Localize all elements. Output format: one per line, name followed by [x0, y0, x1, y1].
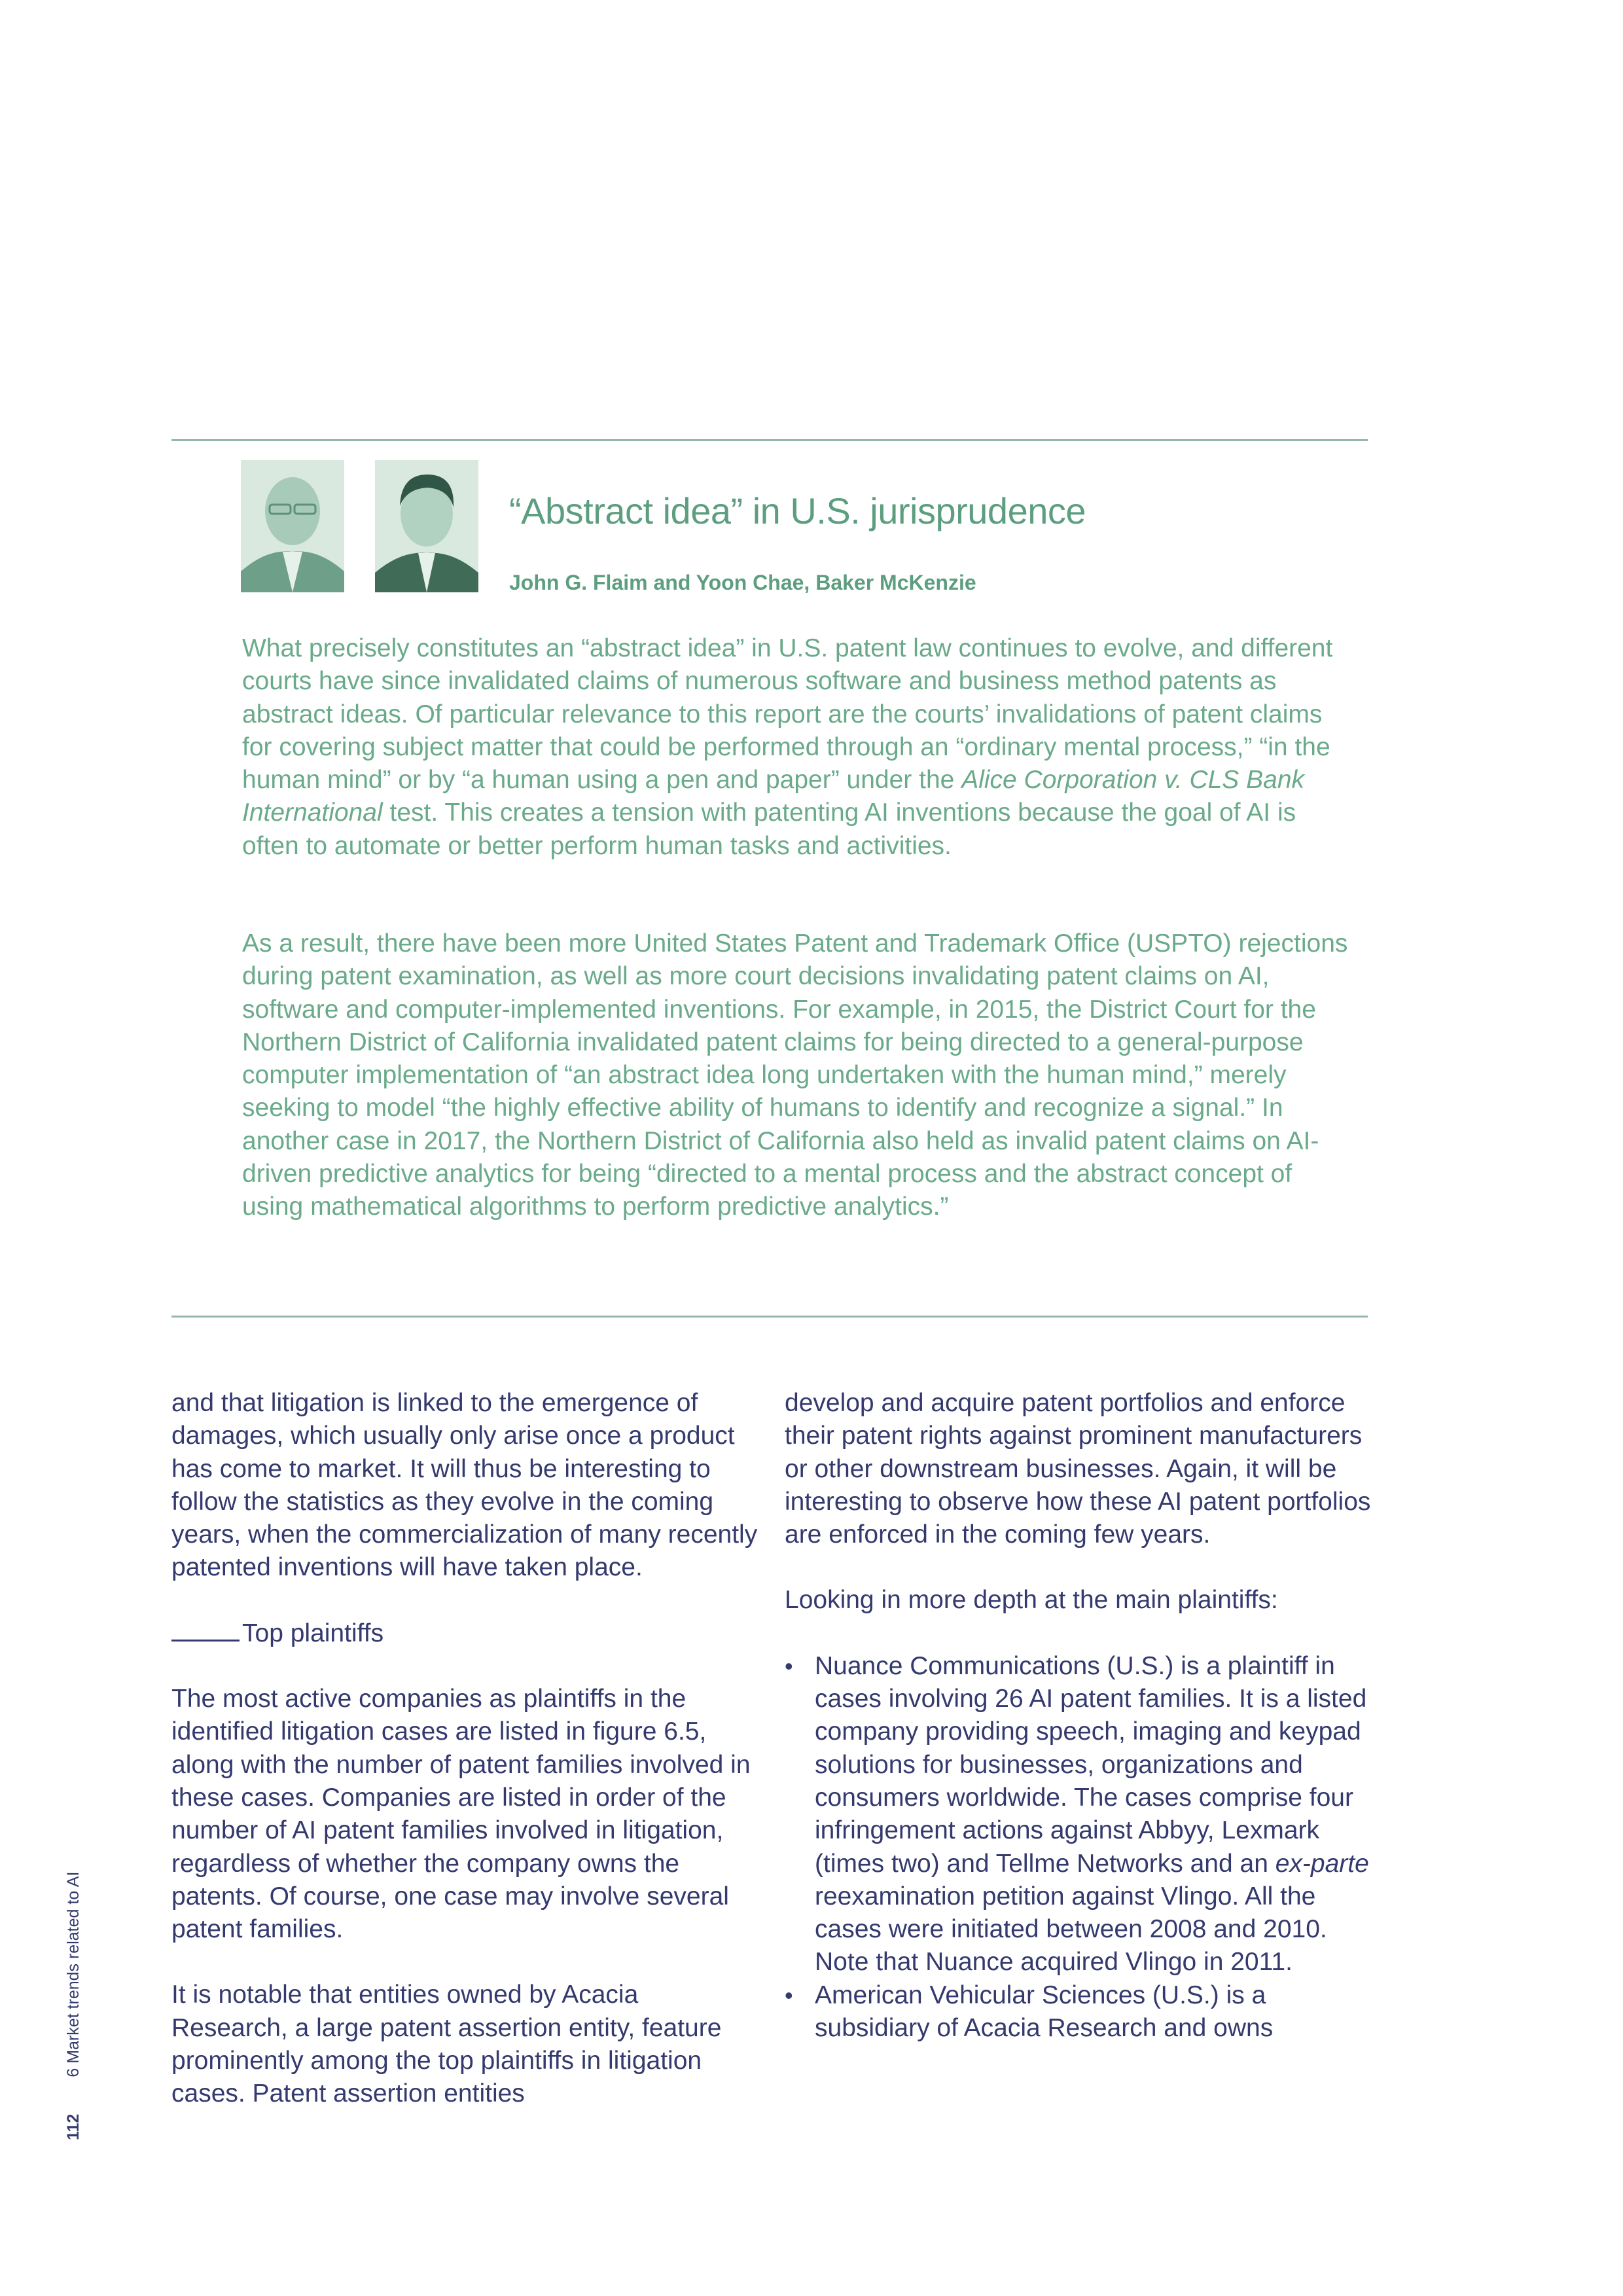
right-column: [785, 1387, 1374, 2045]
list-item: [785, 1650, 1374, 1979]
plaintiff-list: [785, 1650, 1374, 2045]
section-label: 6 Market trends related to AI: [64, 1871, 82, 2077]
box-paragraph-1: [242, 632, 1355, 863]
left-paragraph-2: The most active companies as plaintiffs in the identified litigation cases are listed in figure 6.5, along with the number of patent families involved in these cases. Companies are listed in order of the number of AI patent families involved in litigation, regardless of whether the company owns the patents. Of course, one case may involve several patent families.: [171, 1685, 751, 1944]
list-item-text: Nuance Communications (U.S.) is a plaintiff in cases involving 26 AI patent families. It is a listed company providing speech, imaging and keypad solutions for businesses, organizations and consumers worldwide. The cases comprise four infringement actions against Abbyy, Lexmark (times two) and Tellme Networks and an: [815, 1651, 1367, 1878]
author-photo-chae: [375, 460, 478, 592]
list-item: [785, 1979, 1374, 2045]
left-column: [171, 1387, 760, 2144]
left-paragraph-1: and that litigation is linked to the emergence of damages, which usually only arise once a product has come to market. It will thus be interesting to follow the statistics as they evolve in the coming years, when the commercialization of many recently patented inventions will have taken place.: [171, 1389, 758, 1582]
page-footer-vertical: [64, 1872, 83, 2140]
list-item-text: American Vehicular Sciences (U.S.) is a subsidiary of Acacia Research and owns: [815, 1981, 1274, 2043]
heading-dash: [171, 1640, 240, 1641]
left-paragraph-3: It is notable that entities owned by Acacia Research, a large patent assertion entity, feature prominently among the top plaintiffs in litigation cases. Patent assertion entities: [171, 1981, 722, 2108]
section-heading-text: Top plaintiffs: [242, 1619, 384, 1647]
box-title: “Abstract idea” in U.S. jurisprudence: [509, 490, 1086, 531]
box-paragraph-2: As a result, there have been more United States Patent and Trademark Office (USPTO) rejections during patent examination, as well as more court decisions invalidating patent claims on AI, software and computer-implemented inventions. For example, in 2015, the District Court for the Northern District of California invalidated patent claims for being directed to a general-purpose computer implementation of “an abstract idea long undertaken with the human mind,” merely seeking to model “the highly effective ability of humans to identify and recognize a signal.” In another case in 2017, the Northern District of California also held as invalid patent claims on AI-driven predictive analytics for being “directed to a mental process and the abstract concept of using mathematical algorithms to perform predictive analytics.”: [242, 929, 1348, 1221]
box-paragraph-1-text-cont: test. This creates a tension with patenting AI inventions because the goal of AI is often to automate or better perform human tasks and activities.: [242, 798, 1296, 860]
bullet-icon: •: [785, 1981, 793, 2009]
list-item-italic: ex-parte: [1275, 1849, 1369, 1878]
author-photo-flaim: [241, 460, 344, 592]
right-paragraph-1: develop and acquire patent portfolios and enforce their patent rights against prominent manufacturers or other downstream businesses. Again, it will be interesting to observe how these AI patent portfolios are enforced in the coming few years.: [785, 1389, 1371, 1549]
box-bottom-rule: [171, 1316, 1368, 1318]
page-number: 112: [64, 2113, 82, 2140]
section-heading: [171, 1617, 760, 1650]
box-paragraph-1-text: What precisely constitutes an “abstract idea” in U.S. patent law continues to evolve, and different courts have since invalidated claims of numerous software and business method patents as abstract ideas. Of particular relevance to this report are the courts’ invalidations of patent claims for covering subject matter that could be performed through an “ordinary mental process,” “in the human mind” or by “a human using a pen and paper” under the: [242, 634, 1333, 795]
case-name-italic: Alice Corporation v. CLS Bank International: [242, 766, 1305, 827]
box-authors: John G. Flaim and Yoon Chae, Baker McKenzie: [509, 571, 976, 594]
box-top-rule: [171, 439, 1368, 441]
list-item-text-cont: reexamination petition against Vlingo. All the cases were initiated between 2008 and 2010. Note that Nuance acquired Vlingo in 2011.: [815, 1882, 1327, 1977]
bullet-icon: •: [785, 1652, 793, 1679]
right-paragraph-2: Looking in more depth at the main plaintiffs:: [785, 1586, 1278, 1615]
